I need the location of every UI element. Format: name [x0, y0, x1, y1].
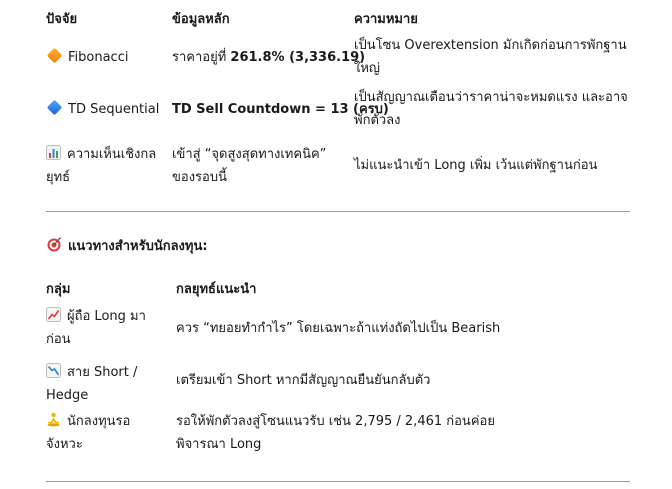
header-strategy: กลยุทธ์แนะนำ [176, 282, 257, 297]
divider [46, 481, 630, 482]
group-label: จังหวะ [46, 437, 83, 452]
data-value: 261.8% (3,336.19) [230, 50, 366, 65]
meaning-line: เป็นโซน Overextension มักเกิดก่อนการพักฐาน [354, 38, 627, 53]
waiting-investors-strategy [176, 410, 495, 456]
strategy-line: พิจารณา Long [176, 437, 262, 452]
strategy-line: รอให้พักตัวลงสู่โซนแนวรับ เช่น 2,795 / 2,461 ก่อนค่อย [176, 414, 495, 429]
data-line: ของรอบนี้ [172, 170, 227, 185]
group-label: ก่อน [46, 332, 71, 347]
long-holders-strategy: ควร “ทยอยทำกำไร” โดยเฉพาะถ้าแท่งถัดไปเป็น Bearish [176, 321, 501, 336]
meditation-icon [46, 412, 61, 427]
fibonacci-data [172, 46, 365, 69]
blue-diamond-icon [47, 100, 63, 116]
fibonacci-meaning [354, 34, 627, 80]
data-prefix: ราคาอยู่ที่ [172, 50, 231, 65]
data-line: เข้าสู่ “จุดสูงสุดทางเทคนิค” [172, 147, 327, 162]
bar-chart-icon [46, 145, 61, 160]
short-hedge-strategy: เตรียมเข้า Short หากมีสัญญาณยืนยันกลับตัว [176, 373, 431, 388]
section-title [46, 235, 208, 256]
divider [46, 211, 630, 212]
strategic-view-data [172, 143, 326, 189]
td-sequential-data: TD Sell Countdown = 13 (ครบ) [172, 102, 389, 117]
orange-diamond-icon [47, 48, 63, 64]
table1-row-fibonacci [46, 46, 128, 69]
group-label: ผู้ถือ Long มา [67, 309, 146, 324]
table2-row-waiting-investors [46, 410, 130, 456]
meaning-line: พักตัวลง [354, 113, 401, 128]
header-group: กลุ่ม [46, 282, 71, 297]
table1-row-td-sequential [46, 98, 159, 121]
group-label: Hedge [46, 388, 89, 403]
header-meaning: ความหมาย [354, 12, 418, 27]
section-title-text: แนวทางสำหรับนักลงทุน: [68, 239, 208, 254]
target-icon [46, 236, 62, 252]
table1-row-strategic-view [46, 143, 156, 189]
factor-label: Fibonacci [68, 50, 129, 65]
table2-row-long-holders [46, 305, 146, 351]
group-label: นักลงทุนรอ [67, 414, 131, 429]
table2-row-short-hedge [46, 361, 137, 407]
td-sequential-meaning [354, 86, 628, 132]
strategic-view-meaning: ไม่แนะนำเข้า Long เพิ่ม เว้นแต่พักฐานก่อน [354, 158, 598, 173]
factor-label: TD Sequential [68, 102, 160, 117]
chart-decreasing-icon [46, 363, 61, 378]
header-factor: ปัจจัย [46, 12, 78, 27]
factor-label: ยุทธ์ [46, 170, 71, 185]
header-main-data: ข้อมูลหลัก [172, 12, 230, 27]
chart-increasing-icon [46, 307, 61, 322]
group-label: สาย Short / [67, 365, 138, 380]
factor-label: ความเห็นเชิงกล [67, 147, 157, 162]
meaning-line: ใหญ่ [354, 61, 380, 76]
meaning-line: เป็นสัญญาณเตือนว่าราคาน่าจะหมดแรง และอาจ [354, 90, 628, 105]
